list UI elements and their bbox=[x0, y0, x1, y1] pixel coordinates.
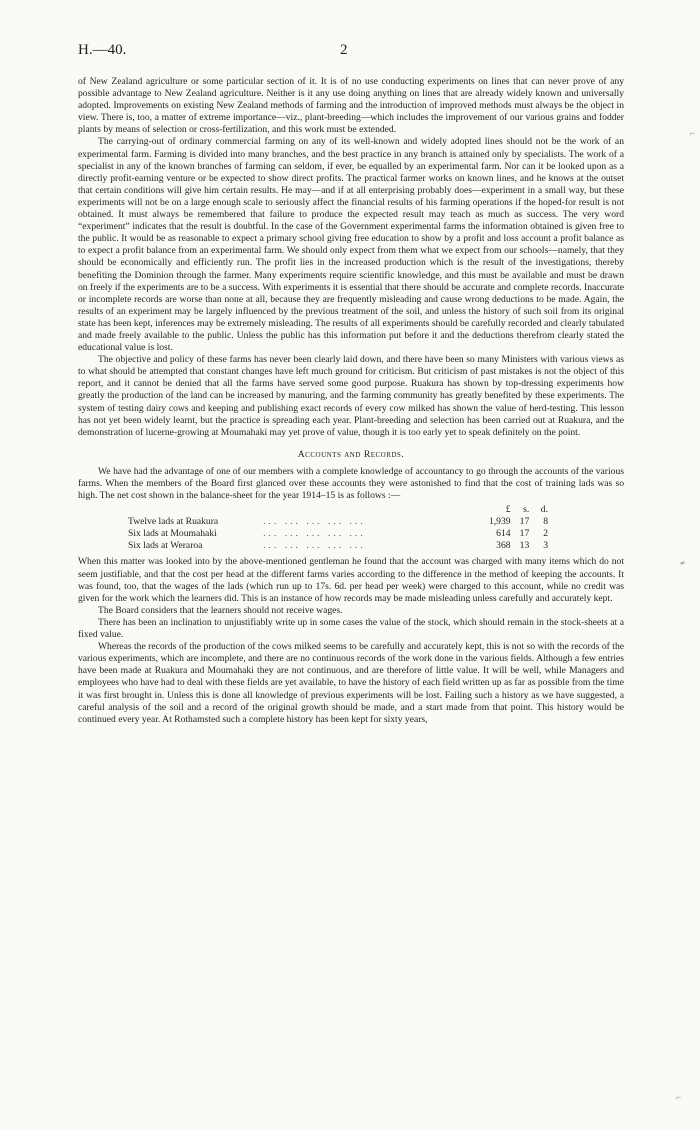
section-heading: Accounts and Records. bbox=[297, 448, 405, 460]
document-code: H.—40. bbox=[78, 42, 127, 58]
row-label: Twelve lads at Ruakura bbox=[128, 516, 219, 528]
row-label: Six lads at Weraroa bbox=[128, 540, 203, 552]
page-number: 2 bbox=[340, 42, 348, 58]
paragraph: When this matter was looked into by the above-mentioned gentleman he found that the account was charged with many items which do not seem justifiable, and that the cost per head at the different farms varies according to the difference in the method of keeping the accounts. It was found, too, that the wages of the lads (which run up to 17s. 6d. per head per week) were charged to this account, while no credit was given for the work which the learners did. This is an instance of how records may be made misleading unless carefully and accurately kept. bbox=[78, 556, 624, 604]
pounds-value: 368 bbox=[496, 540, 511, 552]
margin-mark: ⌐ bbox=[690, 128, 696, 138]
margin-mark: ≠ bbox=[680, 558, 685, 568]
pounds-value: 1,939 bbox=[488, 516, 511, 528]
paragraph: of New Zealand agriculture or some particular section of it. It is of no use conducting experiments on lines that can never prove of any possible advantage to New Zealand agriculture. Neither is it any use doing anything on lines that are already widely known and universally adopted. Improvements on existing New Zealand methods of farming and the introduction of improved methods must always be the object in view. There is, too, a matter of extreme importance—viz., plant-breeding—which includes the improvement of our various grains and fodder plants by means of selection or cross-fertilization, and this work must be extended. bbox=[78, 76, 624, 136]
body-text bbox=[78, 76, 624, 726]
paragraph: We have had the advantage of one of our members with a complete knowledge of accountancy to go through the accounts of the various farms. When the members of the Board first glanced over these accounts they were astonished to find that the cost of training lads was so high. The net cost shown in the balance-sheet for the year 1914–15 is as follows :— bbox=[78, 465, 624, 502]
pence-value: 8 bbox=[543, 516, 548, 528]
column-header-pence: d. bbox=[540, 504, 548, 516]
page-header bbox=[78, 42, 624, 62]
paragraph: The carrying-out of ordinary commercial farming on any of its well-known and widely adopted lines should not be the work of an experimental farm. Farming is divided into many branches, and the best practice in any branch is attained only by specialists. The work of a specialist in any of the known branches of farming can seldom, if ever, be equalled by an experimental farm. Nor can it be looked upon as a directly profit-earning venture or be expected to show direct profits. The practical farmer works on known lines, and he knows at the outset that certain conditions will give him certain results. He may—and if at all enterprising probably does—experiment in a small way, but these experiments will not be on a large enough scale to seriously affect the financial results of his farming operations if the hoped-for result is not obtained. It must always be remembered that failure to produce the expected result may teach as much as success. The very word “experiment” indicates that the result is doubtful. In the case of the Government experimental farms the information obtained is given free to the public. It would be as reasonable to expect a primary school giving free education to show by a profit and loss account a profit balance as to expect a profit balance from an experimental farm. We should only expect from them what we expect from our schools—namely, that they should be economically and efficiently run. The profit lies in the increased production which is the result of the investigations, thereby benefiting the Dominion through the farmer. Many experiments require scientific knowledge, and this must be available and must be drawn on freely if the experiments are to be a success. With experiments it is essential that there should be accurate and complete records. Inaccurate or incomplete records are worse than none at all, because they are frequently misleading and cause wrong deductions to be made. Again, the results of an experiment may be largely influenced by the previous treatment of the soil, and unless the history of such soil from its original state has been kept, inferences may be extremely misleading. The results of all experiments should be carefully recorded and clearly tabulated and made freely available to the public. Unless the public has this information put before it and the deductions therefrom clearly stated the educational value is lost. bbox=[78, 136, 624, 354]
cost-table bbox=[128, 504, 548, 552]
column-header-pounds: £ bbox=[505, 504, 511, 516]
shillings-value: 13 bbox=[519, 540, 530, 552]
table-row bbox=[128, 540, 548, 552]
margin-mark: ⌐ bbox=[676, 1092, 682, 1102]
table-header-row bbox=[128, 504, 548, 516]
paragraph: There has been an inclination to unjustifiably write up in some cases the value of the stock, which should remain in the stock-sheets at a fixed value. bbox=[78, 616, 624, 641]
row-label: Six lads at Moumahaki bbox=[128, 528, 217, 540]
table-row bbox=[128, 516, 548, 528]
shillings-value: 17 bbox=[519, 516, 530, 528]
paragraph: The Board considers that the learners should not receive wages. bbox=[98, 604, 343, 616]
table-row bbox=[128, 528, 548, 540]
column-header-shillings: s. bbox=[523, 504, 530, 516]
paragraph: The objective and policy of these farms has never been clearly laid down, and there have been so many Ministers with various views as to what should be attempted that constant changes have left much ground for criticism. But criticism of past mistakes is not the object of this report, and it cannot be denied that all the farms have served some good purpose. Ruakura has shown by top-dressing experiments how greatly the production of the land can be increased by manuring, and the farming community has greatly benefited by these experiments. The system of testing dairy cows and keeping and publishing exact records of every cow milked has shown the value of herd-testing. This lesson has not yet been widely learnt, but the practice is spreading each year. Plant-breeding and selection has been carried out at Ruakura, and the demonstration of lucerne-growing at Moumahaki may yet prove of value, though it is too early yet to speak definitely on the point. bbox=[78, 354, 624, 438]
paragraph: Whereas the records of the production of the cows milked seems to be carefully and accurately kept, this is not so with the records of the various experiments, which are incomplete, and there are no continuous records of the work done in the various fields. Although a few entries have been made at Ruakura and Moumahaki they are not continuous, and are therefore of little value. It will be well, while Managers and employees who have had to deal with these fields are yet available, to have the history of each field written up as far as possible from the time it was first brought in. Unless this is done all knowledge of previous experiments will be lost. Failing such a history as we have suggested, a careful analysis of the soil and a record of the original growth should be made, and a start made from that point. This history would be continued every year. At Rothamsted such a complete history has been kept for sixty years, bbox=[78, 641, 624, 725]
leader-dots: ... ... ... ... ... bbox=[263, 516, 366, 528]
leader-dots: ... ... ... ... ... bbox=[263, 528, 366, 540]
shillings-value: 17 bbox=[519, 528, 530, 540]
pounds-value: 614 bbox=[496, 528, 511, 540]
leader-dots: ... ... ... ... ... bbox=[263, 540, 366, 552]
pence-value: 2 bbox=[543, 528, 548, 540]
pence-value: 3 bbox=[543, 540, 548, 552]
